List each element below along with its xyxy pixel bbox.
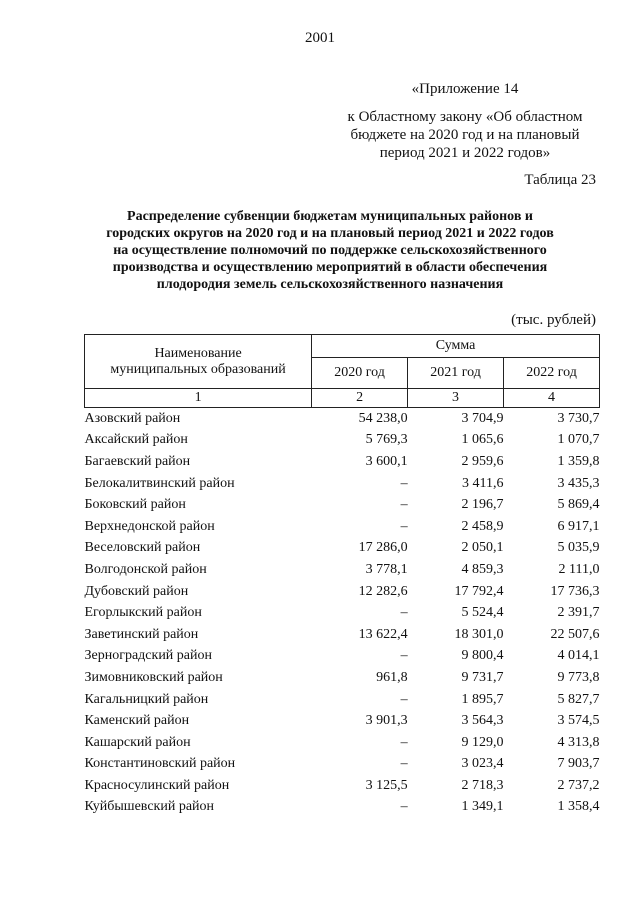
title-line: городских округов на 2020 год и на плановый период 2021 и 2022 годов bbox=[106, 226, 554, 241]
municipality-name: Каменский район bbox=[84, 713, 190, 729]
value-2020: – bbox=[400, 605, 408, 621]
value-2020: 3 901,3 bbox=[365, 713, 408, 729]
value-2020: 54 238,0 bbox=[358, 410, 408, 426]
column-number: 4 bbox=[504, 389, 600, 408]
value-2022: 2 111,0 bbox=[558, 561, 600, 577]
value-2022: 17 736,3 bbox=[550, 583, 600, 599]
value-2020: – bbox=[400, 734, 408, 750]
table-row bbox=[85, 473, 600, 495]
value-2020: 3 125,5 bbox=[365, 777, 408, 793]
annex-number: «Приложение 14 bbox=[411, 81, 519, 97]
subvention-table bbox=[84, 334, 600, 818]
header-municipality-line: муниципальных образований bbox=[110, 361, 286, 377]
value-2022: 5 869,4 bbox=[557, 497, 600, 513]
value-2022: 2 737,2 bbox=[557, 777, 600, 793]
value-2022: 22 507,6 bbox=[550, 626, 600, 642]
municipality-name: Волгодонской район bbox=[84, 561, 207, 577]
value-2020: – bbox=[400, 648, 408, 664]
table-row bbox=[85, 667, 600, 689]
value-2020: 17 286,0 bbox=[358, 540, 408, 556]
value-2021: 9 129,0 bbox=[461, 734, 504, 750]
header-year-2022: 2022 год bbox=[504, 358, 600, 389]
municipality-name: Боковский район bbox=[84, 497, 186, 513]
value-2021: 1 349,1 bbox=[461, 799, 504, 815]
table-row bbox=[85, 602, 600, 624]
table-row bbox=[85, 754, 600, 776]
table-row bbox=[85, 646, 600, 668]
table-row bbox=[85, 689, 600, 711]
units-label: (тыс. рублей) bbox=[511, 312, 596, 328]
municipality-name: Азовский район bbox=[84, 410, 181, 426]
value-2020: 3 600,1 bbox=[365, 453, 408, 469]
header-municipality bbox=[85, 335, 312, 389]
value-2020: – bbox=[400, 691, 408, 707]
value-2022: 3 730,7 bbox=[557, 410, 600, 426]
value-2021: 2 959,6 bbox=[461, 453, 504, 469]
municipality-name: Аксайский район bbox=[84, 432, 188, 448]
table-row bbox=[85, 451, 600, 473]
municipality-name: Заветинский район bbox=[84, 626, 199, 642]
table-row bbox=[85, 710, 600, 732]
table-row bbox=[85, 516, 600, 538]
municipality-name: Константиновский район bbox=[84, 756, 236, 772]
annex-header bbox=[330, 80, 600, 162]
table-row bbox=[85, 408, 600, 430]
value-2020: 3 778,1 bbox=[365, 561, 408, 577]
table-row bbox=[85, 538, 600, 560]
header-year-2021: 2021 год bbox=[408, 358, 504, 389]
value-2020: – bbox=[400, 475, 408, 491]
value-2021: 1 895,7 bbox=[461, 691, 504, 707]
table-label: Таблица 23 bbox=[524, 172, 596, 188]
municipality-name: Веселовский район bbox=[84, 540, 201, 556]
value-2020: – bbox=[400, 799, 408, 815]
value-2022: 9 773,8 bbox=[557, 669, 600, 685]
value-2021: 2 050,1 bbox=[461, 540, 504, 556]
value-2021: 4 859,3 bbox=[461, 561, 504, 577]
value-2022: 2 391,7 bbox=[557, 605, 600, 621]
header-year-2020: 2020 год bbox=[312, 358, 408, 389]
value-2021: 3 023,4 bbox=[461, 756, 504, 772]
value-2022: 7 903,7 bbox=[557, 756, 600, 772]
column-number: 3 bbox=[408, 389, 504, 408]
document-title bbox=[80, 208, 580, 293]
value-2022: 4 313,8 bbox=[557, 734, 600, 750]
value-2021: 5 524,4 bbox=[461, 605, 504, 621]
value-2022: 1 070,7 bbox=[557, 432, 600, 448]
annex-reference-line: к Областному закону «Об областном bbox=[347, 109, 583, 125]
value-2021: 2 458,9 bbox=[461, 518, 504, 534]
value-2021: 2 196,7 bbox=[461, 497, 504, 513]
header-sum: Сумма bbox=[312, 335, 600, 358]
value-2020: – bbox=[400, 497, 408, 513]
value-2022: 1 358,4 bbox=[557, 799, 600, 815]
value-2021: 3 411,6 bbox=[462, 475, 504, 491]
value-2020: – bbox=[400, 756, 408, 772]
municipality-name: Белокалитвинский район bbox=[84, 475, 235, 491]
value-2021: 1 065,6 bbox=[461, 432, 504, 448]
municipality-name: Егорлыкский район bbox=[84, 605, 202, 621]
municipality-name: Дубовский район bbox=[84, 583, 189, 599]
value-2021: 9 800,4 bbox=[461, 648, 504, 664]
page-number: 2001 bbox=[305, 30, 335, 46]
value-2020: 12 282,6 bbox=[358, 583, 408, 599]
table-row bbox=[85, 430, 600, 452]
value-2021: 18 301,0 bbox=[454, 626, 504, 642]
title-line: Распределение субвенции бюджетам муниципальных районов и bbox=[127, 209, 533, 224]
title-line: на осуществление полномочий по поддержке сельскохозяйственного bbox=[113, 243, 547, 258]
value-2022: 4 014,1 bbox=[557, 648, 600, 664]
value-2021: 2 718,3 bbox=[461, 777, 504, 793]
value-2020: 961,8 bbox=[376, 669, 408, 685]
header-municipality-line: Наименование bbox=[154, 345, 242, 361]
value-2020: 13 622,4 bbox=[358, 626, 408, 642]
municipality-name: Куйбышевский район bbox=[84, 799, 215, 815]
municipality-name: Багаевский район bbox=[84, 453, 191, 469]
table-row bbox=[85, 581, 600, 603]
value-2022: 6 917,1 bbox=[557, 518, 600, 534]
value-2021: 3 564,3 bbox=[461, 713, 504, 729]
title-line: производства и осуществлению мероприятий в области обеспечения bbox=[112, 260, 548, 275]
municipality-name: Кашарский район bbox=[84, 734, 191, 750]
table-row bbox=[85, 494, 600, 516]
municipality-name: Красносулинский район bbox=[84, 777, 230, 793]
table-row bbox=[85, 624, 600, 646]
value-2022: 5 035,9 bbox=[557, 540, 600, 556]
value-2021: 17 792,4 bbox=[454, 583, 504, 599]
value-2022: 3 574,5 bbox=[557, 713, 600, 729]
column-number: 2 bbox=[312, 389, 408, 408]
title-line: плодородия земель сельскохозяйственного назначения bbox=[156, 277, 504, 292]
value-2021: 3 704,9 bbox=[461, 410, 504, 426]
value-2020: – bbox=[400, 518, 408, 534]
table-row bbox=[85, 559, 600, 581]
value-2022: 5 827,7 bbox=[557, 691, 600, 707]
column-number: 1 bbox=[85, 389, 312, 408]
municipality-name: Зерноградский район bbox=[84, 648, 212, 664]
table-row bbox=[85, 732, 600, 754]
table-body bbox=[85, 408, 600, 819]
value-2021: 9 731,7 bbox=[461, 669, 504, 685]
table-row bbox=[85, 775, 600, 797]
value-2022: 3 435,3 bbox=[557, 475, 600, 491]
municipality-name: Зимовниковский район bbox=[84, 669, 223, 685]
table-row bbox=[85, 797, 600, 819]
municipality-name: Кагальницкий район bbox=[84, 691, 209, 707]
annex-reference-line: бюджете на 2020 год и на плановый bbox=[350, 127, 580, 143]
value-2022: 1 359,8 bbox=[557, 453, 600, 469]
municipality-name: Верхнедонской район bbox=[84, 518, 215, 534]
value-2020: 5 769,3 bbox=[365, 432, 408, 448]
annex-reference-line: период 2021 и 2022 годов» bbox=[379, 145, 551, 161]
